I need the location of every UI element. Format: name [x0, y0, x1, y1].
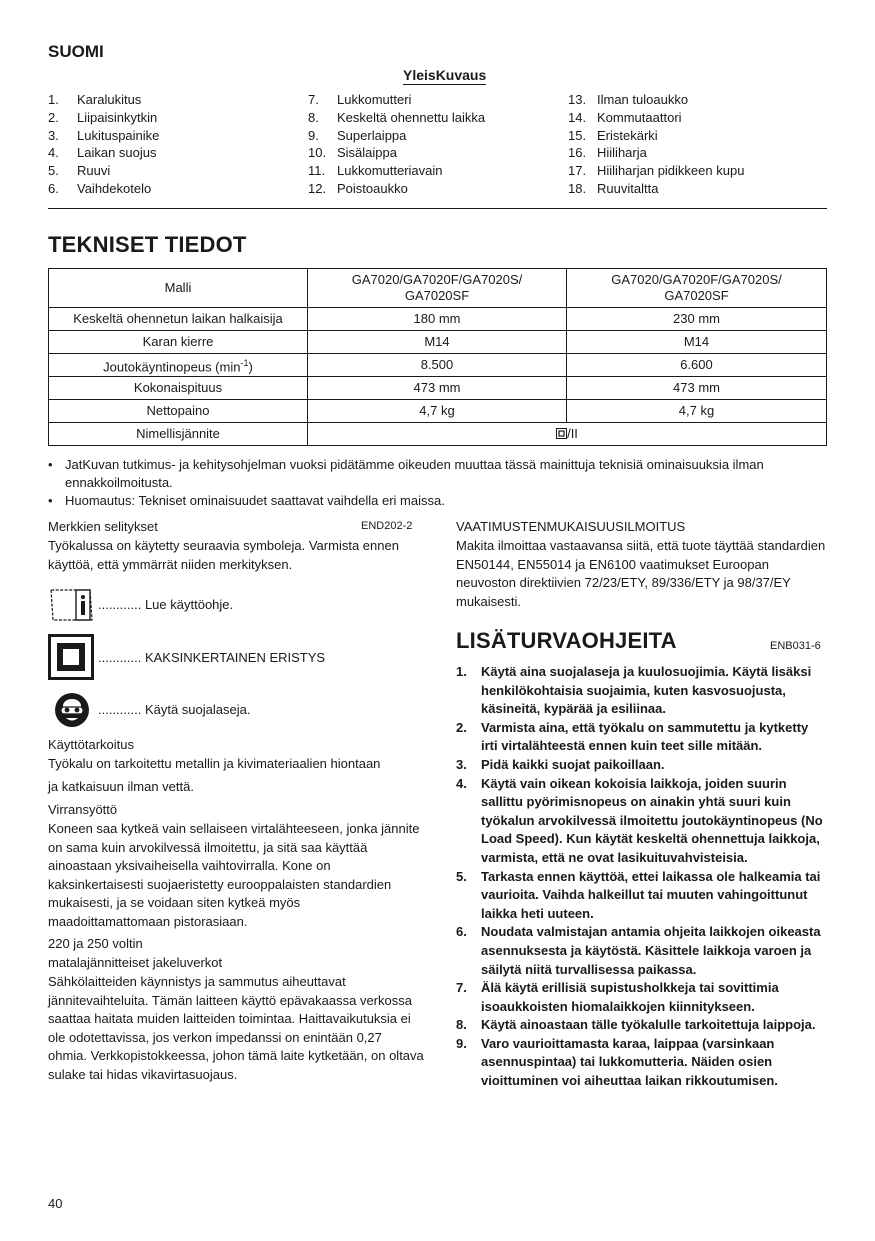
symbol-row — [48, 690, 250, 728]
spec-label: Nimellisjännite — [49, 423, 308, 446]
list-item: 10. Sisälaippa — [308, 145, 397, 161]
list-item: • Huomautus: Tekniset ominaisuudet saattavat vaihdella eri maissa. — [48, 493, 445, 508]
spec-value: 8.500 — [308, 354, 567, 377]
list-item: 9. Superlaippa — [308, 127, 407, 143]
networks-heading-line2: matalajännitteiset jakeluverkot — [48, 955, 223, 970]
intended-use-text-line2: ja katkaisuun ilman vettä. — [48, 779, 194, 794]
table-row — [49, 331, 827, 354]
list-item: 6. Vaihdekotelo — [48, 180, 152, 196]
spec-value: 230 mm — [567, 308, 827, 331]
spec-value: /II — [308, 423, 827, 446]
model-name: GA7020/GA7020F/GA7020S/ GA7020SF — [308, 269, 567, 308]
intended-use-heading: Käyttötarkoitus — [48, 737, 134, 752]
parts-list-column-2 — [308, 91, 485, 198]
conformity-heading: VAATIMUSTENMUKAISUUSILMOITUS — [456, 519, 686, 534]
list-item: 2. Varmista aina, että työkalu on sammutettu ja kytketty irti virtalähteestä ennen kuin teet sille mitään. — [456, 719, 809, 754]
specifications-table — [48, 268, 827, 446]
table-row — [49, 400, 827, 423]
symbols-intro: Työkalussa on käytetty seuraavia symboleja. Varmista ennen käyttöä, että ymmärrät niiden merkityksen. — [48, 538, 399, 572]
general-description-heading: YleisKuvaus — [403, 67, 487, 83]
spec-value: 6.600 — [567, 354, 827, 377]
symbol-text: ............ Lue käyttöohje. — [98, 596, 234, 612]
list-item: 1. Karalukitus — [48, 92, 142, 107]
power-supply-text: Koneen saa kytkeä vain sellaiseen virtalähteeseen, jonka jännite on sama kuin arvokilvessä ilmoitettu, ja sitä saa käyttää ainoastaan yksivaiheisella vaihtovirralla. Kone on kaksinkertaisesti suojaeristetty eurooppalaisten standardien mukaisesti, ja se voidaan siten kytkeä myös maadoittamattomaan pistorasiaan. — [48, 821, 420, 929]
list-item: 13. Ilman tuloaukko — [568, 92, 689, 107]
spec-value: 473 mm — [567, 377, 827, 400]
symbols-code: END202-2 — [361, 520, 413, 532]
spec-label: Joutokäyntinopeus $(\min^{-1})$ — [49, 354, 308, 377]
list-item: 17. Hiiliharjan pidikkeen kupu — [568, 163, 745, 179]
list-item: 4. Käytä vain oikean kokoisia laikkoja, joiden suurin sallittu pyörimisnopeus on ainakin yhtä suuri kuin työkalun arvokilvessä ilmoitettu joutokäyntinopeus (No Load Speed). Kun käytät keskeltä ohennettuja laikkoja, varmista, että ne ovat lasikuituvahvisteisia. — [456, 775, 823, 865]
spec-value: 4,7 kg — [308, 400, 567, 423]
spec-value: M14 — [567, 331, 827, 354]
safety-code: ENB031-6 — [770, 640, 821, 652]
list-item: 8. Keskeltä ohennettu laikka — [308, 109, 486, 125]
table-row — [49, 423, 827, 446]
table-row — [49, 354, 827, 377]
table-row — [49, 269, 827, 308]
parts-list-column-3 — [568, 91, 744, 198]
list-item: • JatKuvan tutkimus- ja kehitysohjelman vuoksi pidätämme oikeuden muuttaa tässä mainittuja teknisiä ominaisuuksia ilman ennakkoilmoitusta. — [48, 457, 764, 490]
double-insulation-small-icon — [556, 428, 567, 439]
list-item: 11. Lukkomutteriavain — [308, 163, 443, 179]
list-item: 7. Lukkomutteri — [308, 92, 412, 107]
list-item: 16. Hiiliharja — [568, 145, 647, 161]
list-item: 4. Laikan suojus — [48, 145, 157, 161]
specifications-heading: TEKNISET TIEDOT — [48, 232, 247, 257]
spec-label: Karan kierre — [49, 331, 308, 354]
list-item: 2. Liipaisinkytkin — [48, 109, 158, 125]
specification-notes — [48, 456, 827, 510]
list-item: 18. Ruuvitaltta — [568, 180, 659, 196]
model-name: GA7020/GA7020F/GA7020S/ GA7020SF — [567, 269, 827, 308]
read-manual-icon — [48, 586, 94, 622]
safety-glasses-icon — [48, 690, 94, 728]
list-item: 14. Kommutaattori — [568, 109, 682, 125]
spec-label: Nettopaino — [49, 400, 308, 423]
safety-heading: LISÄTURVAOHJEITA — [456, 628, 677, 653]
table-row — [49, 308, 827, 331]
spec-value: 4,7 kg — [567, 400, 827, 423]
list-item: 1. Käytä aina suojalaseja ja kuulosuojimia. Käytä lisäksi henkilökohtaisia suojaimia, kuten kasvosuojusta, käsineitä, kypärää ja esiliinaa. — [456, 664, 812, 717]
list-item: 3. Pidä kaikki suojat paikoillaan. — [456, 756, 665, 772]
spec-value: 180 mm — [308, 308, 567, 331]
networks-text: Sähkölaitteiden käynnistys ja sammutus aiheuttavat jännitevaihteluita. Tämän laitteen käyttö epävakaassa verkossa saattaa haitata muiden laitteiden toimintaa. Haittavaikutuksia ei ole odotettavissa, jos verkon impedanssi on enintään 0,27 ohmia. Verkkopistokkeessa, johon tämä laite kytketään, on oltava sulake tai hidas vikavirtasuojaus. — [48, 974, 424, 1082]
list-item: 3. Lukituspainike — [48, 127, 160, 143]
language-heading: SUOMI — [48, 42, 104, 61]
parts-list-column-1 — [48, 91, 159, 198]
spec-label: Kokonaispituus — [49, 377, 308, 400]
spec-value: 473 mm — [308, 377, 567, 400]
safety-instructions-list — [456, 663, 828, 1091]
list-item: 6. Noudata valmistajan antamia ohjeita laikkojen oikeasta asennuksesta ja käytöstä. Käsittele laikkoja varoen ja säilytä niitä turvallisessa paikassa. — [456, 924, 821, 977]
power-supply-heading: Virransyöttö — [48, 802, 118, 817]
symbol-row — [48, 634, 325, 680]
symbol-text: ............ Käytä suojalaseja. — [98, 701, 251, 717]
symbol-text: ............ KAKSINKERTAINEN ERISTYS — [98, 649, 326, 665]
networks-heading-line1: 220 ja 250 voltin — [48, 936, 143, 951]
spec-label: Keskeltä ohennetun laikan halkaisija — [49, 308, 308, 331]
model-label: Malli — [49, 269, 308, 308]
list-item: 15. Eristekärki — [568, 127, 658, 143]
list-item: 12. Poistoaukko — [308, 180, 408, 196]
symbols-heading: Merkkien selitykset — [48, 519, 158, 534]
double-insulation-icon — [48, 634, 94, 680]
symbol-row — [48, 586, 233, 622]
table-row — [49, 377, 827, 400]
spec-value: M14 — [308, 331, 567, 354]
list-item: 5. Ruuvi — [48, 163, 111, 179]
list-item: 8. Käytä ainoastaan tälle työkalulle tarkoitettuja laippoja. — [456, 1017, 816, 1033]
page-number: 40 — [48, 1196, 63, 1211]
list-item: 9. Varo vaurioittamasta karaa, laippaa (varsinkaan asennuspintaa) tai lukkomutteria. Näiden osien vioittuminen voi aiheuttaa laikan rikkoutumisen. — [456, 1035, 778, 1089]
conformity-text: Makita ilmoittaa vastaavansa siitä, että tuote täyttää standardien EN50144, EN55014 ja EN6100 vaatimukset Euroopan neuvoston direktiivien 72/23/ETY, 89/336/ETY ja 98/37/EY mukaisesti. — [456, 538, 826, 609]
divider — [48, 208, 827, 209]
list-item: 7. Älä käytä erillisiä supistusholkkeja tai sovittimia isoaukkoisten hiomalaikkojen kiinnitykseen. — [456, 980, 779, 1014]
intended-use-text-line1: Työkalu on tarkoitettu metallin ja kivimateriaalien hiontaan — [48, 756, 381, 771]
list-item: 5. Tarkasta ennen käyttöä, ettei laikassa ole halkeamia tai vaurioita. Vaihda halkeillut tai muuten vahingoittunut laikka heti uuteen. — [456, 868, 821, 921]
